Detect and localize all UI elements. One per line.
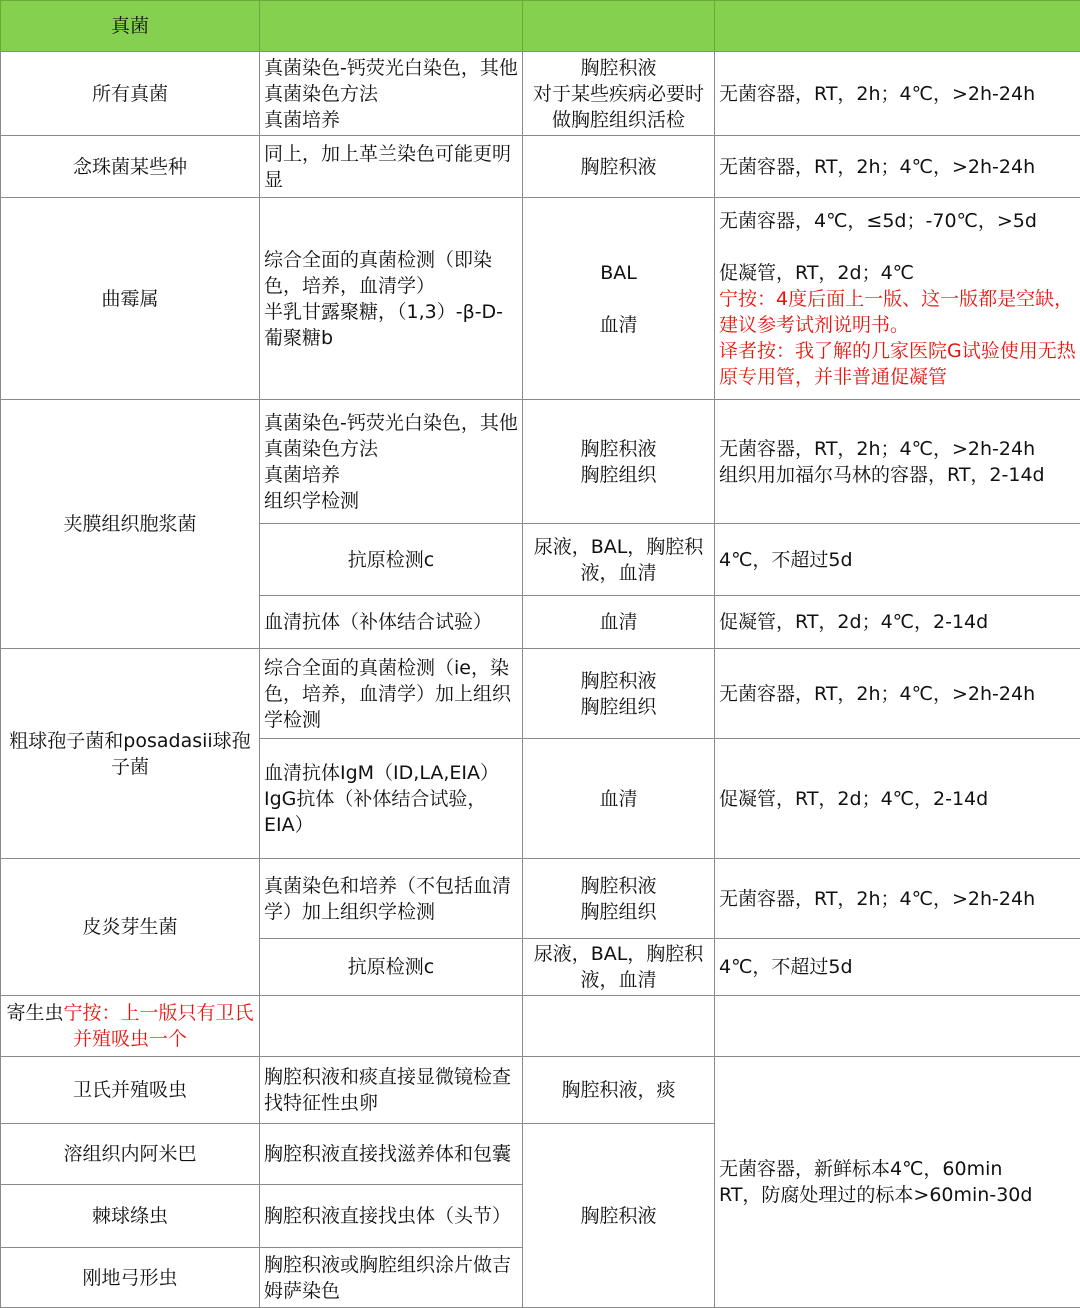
transport-line: 组织用加福尔马林的容器，RT，2-14d [719, 462, 1076, 488]
transport-cell: 无菌容器，RT，2h；4℃，>2h-24h [715, 859, 1080, 939]
test-line: IgG抗体（补体结合试验，EIA） [264, 786, 518, 838]
test-line: 半乳甘露聚糖，（1,3）-β-D-葡聚糖b [264, 299, 518, 351]
specimen-line: 胸腔积液 [527, 55, 710, 81]
table-row [1, 649, 1080, 739]
transport-cell [715, 400, 1080, 524]
organism-cell: 曲霉属 [1, 198, 260, 400]
table-row [1, 198, 1080, 400]
test-cell [260, 52, 523, 136]
test-cell: 抗原检测c [260, 939, 523, 996]
test-cell [260, 739, 523, 859]
specimen-line: 胸腔组织 [527, 462, 710, 488]
transport-cell: 促凝管，RT，2d；4℃，2-14d [715, 596, 1080, 649]
header-transport [715, 1, 1080, 52]
specimen-cell: 尿液，BAL，胸腔积液，血清 [523, 524, 715, 596]
specimen-line: BAL [527, 260, 710, 286]
specimen-line: 血清 [527, 312, 710, 338]
header-row [1, 1, 1080, 52]
specimen-line: 胸腔积液 [527, 668, 710, 694]
test-line: 真菌培养 [264, 462, 518, 488]
test-line: 真菌染色-钙荧光白染色，其他真菌染色方法 [264, 55, 518, 107]
test-line: 真菌培养 [264, 107, 518, 133]
test-cell: 综合全面的真菌检测（ie，染色，培养，血清学）加上组织学检测 [260, 649, 523, 739]
table-row [1, 52, 1080, 136]
transport-line: 无菌容器，4℃，≤5d；-70℃，>5d [719, 208, 1076, 234]
specimen-cell: 血清 [523, 739, 715, 859]
transport-line: 无菌容器，RT，2h；4℃，>2h-24h [719, 436, 1076, 462]
specimen-line: 胸腔组织 [527, 694, 710, 720]
organism-cell: 念珠菌某些种 [1, 136, 260, 198]
header-specimen [523, 1, 715, 52]
organism-cell: 刚地弓形虫 [1, 1248, 260, 1308]
specimen-cell: 尿液，BAL，胸腔积液，血清 [523, 939, 715, 996]
specimen-cell: 胸腔积液 [523, 136, 715, 198]
specimen-cell [523, 996, 715, 1057]
specimen-cell [523, 400, 715, 524]
test-cell: 胸腔积液直接找虫体（头节） [260, 1185, 523, 1248]
test-line: 综合全面的真菌检测（即染色，培养，血清学） [264, 247, 518, 299]
spacer [719, 234, 1076, 260]
editor-note: 宁按：上一版只有卫氏并殖吸虫一个 [64, 1002, 254, 1050]
organism-cell: 溶组织内阿米巴 [1, 1124, 260, 1185]
specimen-cell: 胸腔积液，痰 [523, 1057, 715, 1124]
transport-line: 无菌容器，新鲜标本4℃，60min [719, 1156, 1076, 1182]
specimen-cell [523, 859, 715, 939]
specimen-cell: 胸腔积液 [523, 1124, 715, 1308]
organism-cell: 夹膜组织胞浆菌 [1, 400, 260, 649]
test-cell: 胸腔积液直接找滋养体和包囊 [260, 1124, 523, 1185]
section-label: 寄生虫 [6, 1002, 63, 1024]
specimen-line: 对于某些疾病必要时做胸腔组织活检 [527, 81, 710, 133]
test-cell: 真菌染色和培养（不包括血清学）加上组织学检测 [260, 859, 523, 939]
header-organism: 真菌 [1, 1, 260, 52]
test-cell: 血清抗体（补体结合试验） [260, 596, 523, 649]
test-line: 组织学检测 [264, 488, 518, 514]
specimen-cell: 血清 [523, 596, 715, 649]
organism-cell: 所有真菌 [1, 52, 260, 136]
translator-note: 译者按：我了解的几家医院G试验使用无热原专用管，并非普通促凝管 [719, 338, 1076, 390]
editor-note: 宁按：4度后面上一版、这一版都是空缺，建议参考试剂说明书。 [719, 286, 1076, 338]
organism-cell: 棘球绦虫 [1, 1185, 260, 1248]
specimen-line: 胸腔积液 [527, 436, 710, 462]
spacer [527, 286, 710, 312]
test-cell [260, 198, 523, 400]
organism-cell: 卫氏并殖吸虫 [1, 1057, 260, 1124]
test-line: 血清抗体IgM（ID,LA,EIA） [264, 760, 518, 786]
header-test [260, 1, 523, 52]
transport-cell: 无菌容器，RT，2h；4℃，>2h-24h [715, 136, 1080, 198]
table-row [1, 1057, 1080, 1124]
test-cell [260, 996, 523, 1057]
transport-cell: 4℃，不超过5d [715, 524, 1080, 596]
transport-cell: 促凝管，RT，2d；4℃，2-14d [715, 739, 1080, 859]
test-cell: 同上，加上革兰染色可能更明显 [260, 136, 523, 198]
organism-cell: 粗球孢子菌和posadasii球孢子菌 [1, 649, 260, 859]
section-label-cell [1, 996, 260, 1057]
organism-cell: 皮炎芽生菌 [1, 859, 260, 996]
test-cell: 胸腔积液或胸腔组织涂片做吉姆萨染色 [260, 1248, 523, 1308]
transport-line: 促凝管，RT，2d；4℃ [719, 260, 1076, 286]
table-row [1, 400, 1080, 524]
test-cell [260, 400, 523, 524]
test-line: 真菌染色-钙荧光白染色，其他真菌染色方法 [264, 410, 518, 462]
transport-cell [715, 996, 1080, 1057]
specimen-cell [523, 649, 715, 739]
transport-cell: 无菌容器，RT，2h；4℃，>2h-24h [715, 52, 1080, 136]
test-cell: 抗原检测c [260, 524, 523, 596]
specimen-line: 胸腔积液 [527, 873, 710, 899]
transport-cell [715, 1057, 1080, 1308]
table-row [1, 859, 1080, 939]
transport-cell: 4℃，不超过5d [715, 939, 1080, 996]
transport-cell: 无菌容器，RT，2h；4℃，>2h-24h [715, 649, 1080, 739]
specimen-line: 胸腔组织 [527, 899, 710, 925]
parasites-section-row [1, 996, 1080, 1057]
specimen-cell [523, 198, 715, 400]
specimen-cell [523, 52, 715, 136]
transport-line: RT，防腐处理过的标本>60min-30d [719, 1182, 1076, 1208]
table-row [1, 136, 1080, 198]
transport-cell [715, 198, 1080, 400]
test-cell: 胸腔积液和痰直接显微镜检查找特征性虫卵 [260, 1057, 523, 1124]
